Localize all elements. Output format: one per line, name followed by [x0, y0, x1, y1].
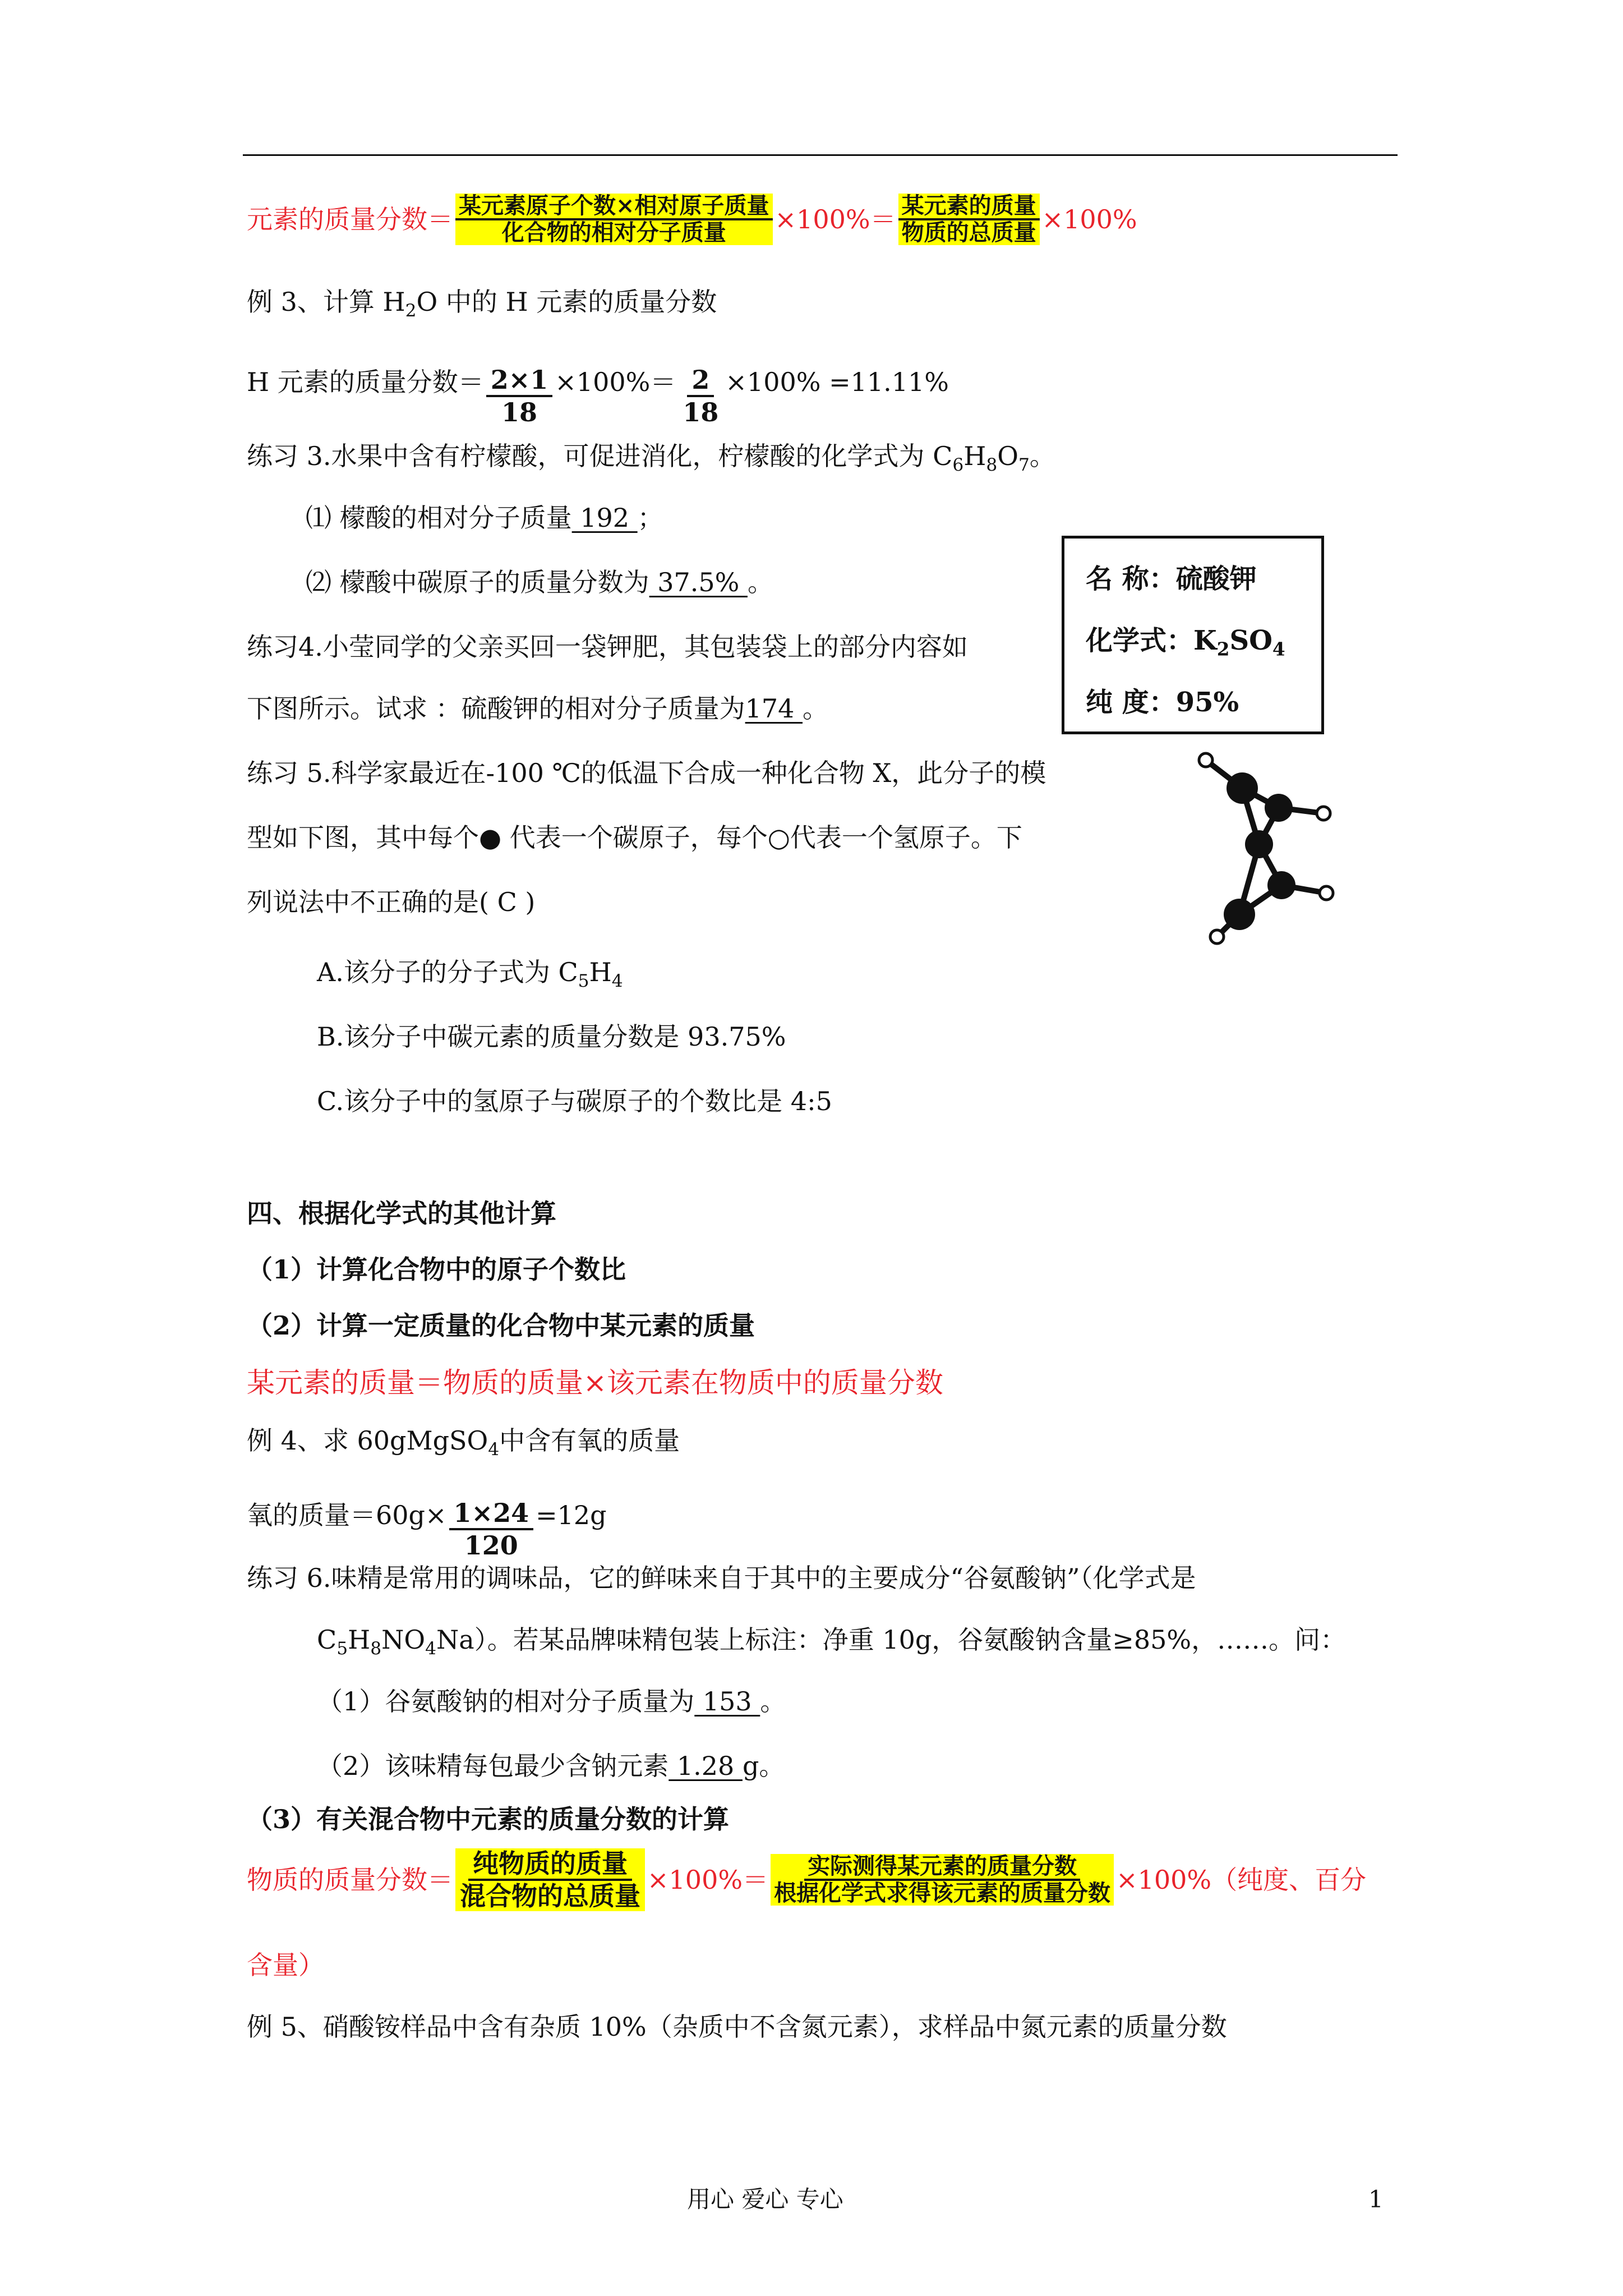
practice-3-q1: ⑴ 檬酸的相对分子质量 192 ； [306, 503, 663, 533]
practice-5-line3: 列说法中不正确的是( C ) [247, 887, 536, 917]
practice-4-line2: 下图所示。试求 ：硫酸钾的相对分子质量为174 。 [247, 693, 829, 724]
example-4-title: 例 4、求 60gMgSO$_4$中含有氧的质量 [247, 1425, 680, 1460]
practice-6-q2: （2）该味精每包最少含钠元素 1.28 g。 [317, 1751, 785, 1781]
practice-3-q2: ⑵ 檬酸中碳原子的质量分数为 37.5% 。 [306, 567, 773, 597]
fraction-measured-over-theoretical: $\frac{\text{实际测得某元素的质量分数}}{\text{根据化学式求得该元素的质量分数}}$ [771, 1854, 1114, 1906]
hydrogen-atom [1317, 807, 1330, 820]
mass-fraction-formula: 元素的质量分数＝ $\frac{\text{某元素原子个数×相对原子质量}}{\text{化合物的相对分子质量}}$ ×100%＝ $\frac{\text{某元素的质量}}{\text{物质的总质量}}$ ×100% [247, 192, 1137, 246]
section-4-sub1: （1）计算化合物中的原子个数比 [247, 1254, 626, 1285]
option-a: A.该分子的分子式为 $C_5H_4$ [317, 957, 623, 992]
option-b: B.该分子中碳元素的质量分数是 93.75% [317, 1022, 786, 1052]
fraction-1: $\frac{\text{某元素原子个数×相对原子质量}}{\text{化合物的相对分子质量}}$ [455, 194, 773, 245]
hydrogen-atom [1210, 930, 1224, 944]
fraction-1x24-120: $\frac{1\times 24}{120}$ [449, 1498, 534, 1561]
fraction-pure-over-mixture: $\frac{\text{纯物质的质量}}{\text{混合物的总质量}}$ [455, 1848, 645, 1911]
practice-4-line1: 练习4.小莹同学的父亲买回一袋钾肥，其包装袋上的部分内容如 [247, 632, 968, 662]
carbon-atom [1245, 830, 1273, 858]
practice-3: 练习 3.水果中含有柠檬酸，可促进消化，柠檬酸的化学式为 $C_6H_8O_7$。 [247, 441, 1055, 476]
example-3-calc: H 元素的质量分数＝ $\frac{2\times 1}{18}$ ×100%＝ $\frac{2}{18}$ ×100% =11.11% [247, 365, 949, 427]
carbon-atom [1265, 794, 1293, 822]
fraction-2: $\frac{\text{某元素的质量}}{\text{物质的总质量}}$ [898, 194, 1040, 245]
hydrogen-atom [1320, 886, 1333, 900]
hydrogen-atom [1199, 753, 1212, 767]
fertilizer-label-box [1062, 536, 1324, 734]
label-purity: 纯 度：95% [1086, 687, 1239, 718]
section-4-sub2: （2）计算一定质量的化合物中某元素的质量 [247, 1310, 755, 1341]
fraction-2x1-18: $\frac{2\times 1}{18}$ [486, 365, 553, 427]
header-rule [243, 154, 1398, 156]
example-4-calc: 氧的质量＝60g× $\frac{1\times 24}{120}$ =12g [247, 1498, 607, 1561]
practice-5-line2: 型如下图，其中每个● 代表一个碳原子，每个○代表一个氢原子。下 [247, 822, 1022, 853]
label-formula: 化学式：$K_2SO_4$ [1086, 625, 1285, 660]
fraction-2-18: $\frac{2}{18}$ [683, 365, 719, 427]
practice-6-q1: （1）谷氨酸钠的相对分子质量为 153 。 [317, 1686, 786, 1717]
practice-6-line2: $C_5H_8NO_4Na$）。若某品牌味精包装上标注：净重 10g，谷氨酸钠含量≥85%，……。问： [317, 1625, 1347, 1659]
footer-motto: 用心 爱心 专心 [687, 2185, 843, 2213]
carbon-atom [1227, 772, 1258, 804]
practice-6-line1: 练习 6.味精是常用的调味品，它的鲜味来自于其中的主要成分“谷氨酸钠”（化学式是 [247, 1563, 1196, 1593]
carbon-atom [1224, 899, 1255, 930]
mixture-mass-fraction-formula: 物质的质量分数＝ $\frac{\text{纯物质的质量}}{\text{混合物的总质量}}$ ×100%＝ $\frac{\text{实际测得某元素的质量分数}}{\text{根据化学式求得该元素的质量分数}}$ ×100%（纯度、百分 [247, 1848, 1367, 1911]
label-name: 名 称：硫酸钾 [1086, 563, 1257, 595]
page-number: 1 [1368, 2185, 1384, 2213]
example-3-title: 例 3、计算 $H_2O$ 中的 H 元素的质量分数 [247, 287, 717, 321]
practice-5-line1: 练习 5.科学家最近在-100 ℃的低温下合成一种化合物 X，此分子的模 [247, 758, 1046, 788]
section-4-title: 四、根据化学式的其他计算 [247, 1198, 556, 1228]
carbon-atom [1267, 871, 1295, 899]
molecule-model-diagram [1195, 746, 1340, 954]
mixture-formula-tail: 含量） [247, 1950, 324, 1980]
option-c: C.该分子中的氢原子与碳原子的个数比是 4:5 [317, 1086, 832, 1116]
section-4-sub3: （3）有关混合物中元素的质量分数的计算 [247, 1804, 730, 1834]
element-mass-rule: 某元素的质量＝物质的质量×该元素在物质中的质量分数 [247, 1366, 943, 1399]
example-5: 例 5、硝酸铵样品中含有杂质 10%（杂质中不含氮元素），求样品中氮元素的质量分数 [247, 2012, 1227, 2042]
